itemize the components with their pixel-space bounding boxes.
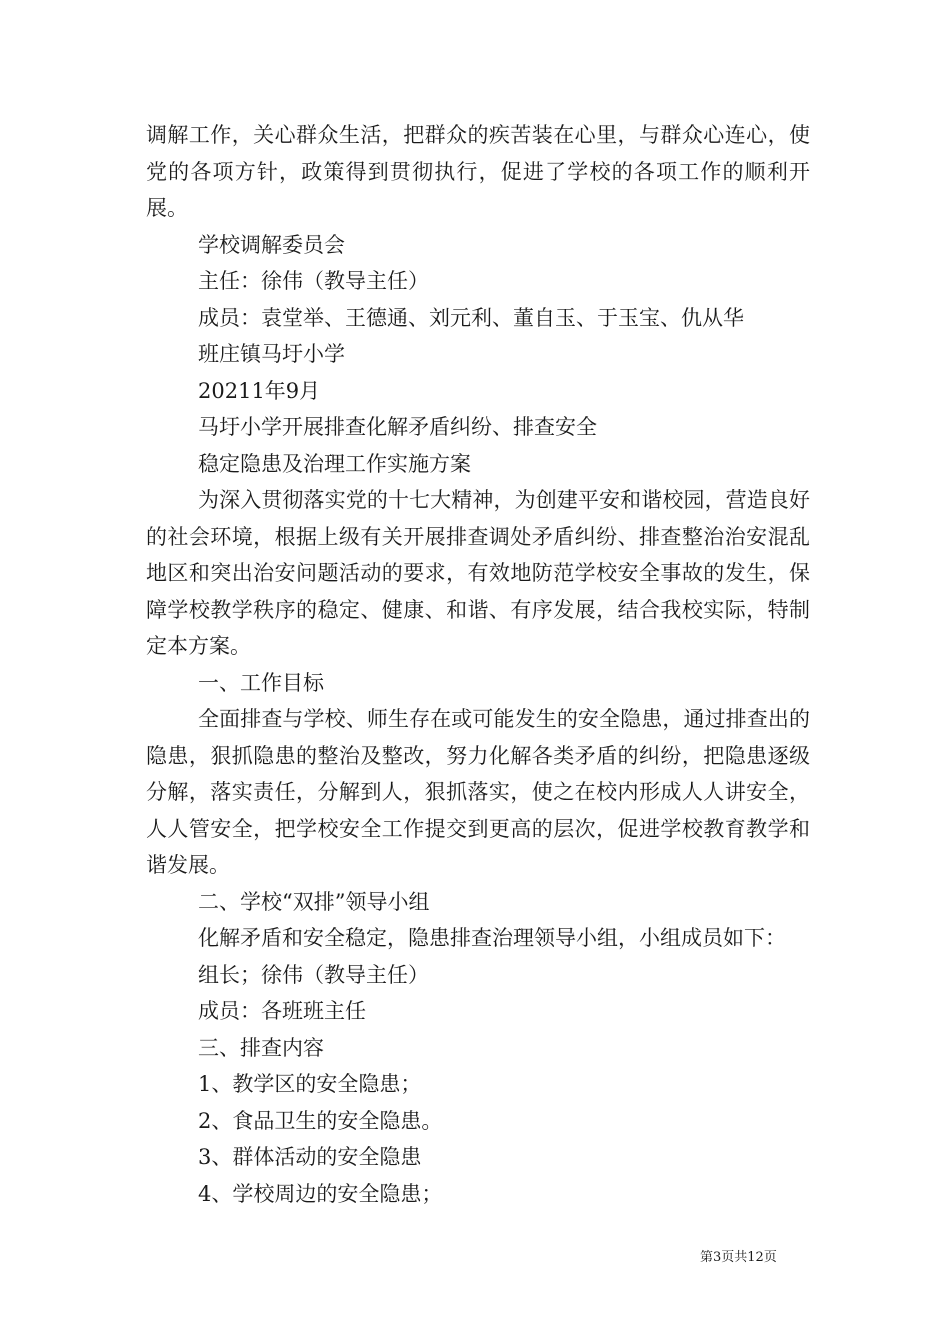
list-item: 1、教学区的安全隐患； [198,1072,422,1096]
paragraph: 成员：袁堂举、王德通、刘元利、董自玉、于玉宝、仇从华 [198,305,744,330]
paragraph: 调解工作，关心群众生活，把群众的疾苦装在心里，与群众心连心，使党的各项方针，政策得到贯彻执行，促进了学校的各项工作的顺利开展。 [146,123,810,220]
paragraph: 全面排查与学校、师生存在或可能发生的安全隐患，通过排查出的隐患，狠抓隐患的整治及整改，努力化解各类矛盾的纠纷，把隐患逐级分解，落实责任，分解到人，狠抓落实，使之在校内形成人人讲安全，人人管安全，把学校安全工作提交到更高的层次，促进学校教育教学和谐发展。 [146,707,810,877]
paragraph: 20211年9月 [198,378,321,403]
document-body [146,117,810,1212]
section-heading: 三、排查内容 [198,1035,324,1060]
paragraph: 化解矛盾和安全稳定，隐患排查治理领导小组，小组成员如下： [198,926,786,950]
list-item: 3、群体活动的安全隐患 [198,1145,422,1169]
section-heading: 二、学校“双排”领导小组 [198,889,430,914]
section-heading: 一、工作目标 [198,670,324,695]
paragraph: 马圩小学开展排查化解矛盾纠纷、排查安全 [198,415,597,439]
paragraph: 班庄镇马圩小学 [198,342,345,366]
paragraph: 成员：各班班主任 [198,999,366,1023]
page-number: 第3页共12页 [700,1250,777,1265]
paragraph: 学校调解委员会 [198,232,345,257]
paragraph: 主任：徐伟（教导主任） [198,269,429,293]
list-item: 4、学校周边的安全隐患； [198,1181,443,1206]
paragraph: 为深入贯彻落实党的十七大精神，为创建平安和谐校园，营造良好的社会环境，根据上级有关开展排查调处矛盾纠纷、排查整治治安混乱地区和突出治安问题活动的要求，有效地防范学校安全事故的发生，保障学校教学秩序的稳定、健康、和谐、有序发展，结合我校实际，特制定本方案。 [146,488,810,658]
list-item: 2、食品卫生的安全隐患。 [198,1108,443,1133]
paragraph: 组长；徐伟（教导主任） [198,962,429,987]
paragraph: 稳定隐患及治理工作实施方案 [198,451,471,476]
